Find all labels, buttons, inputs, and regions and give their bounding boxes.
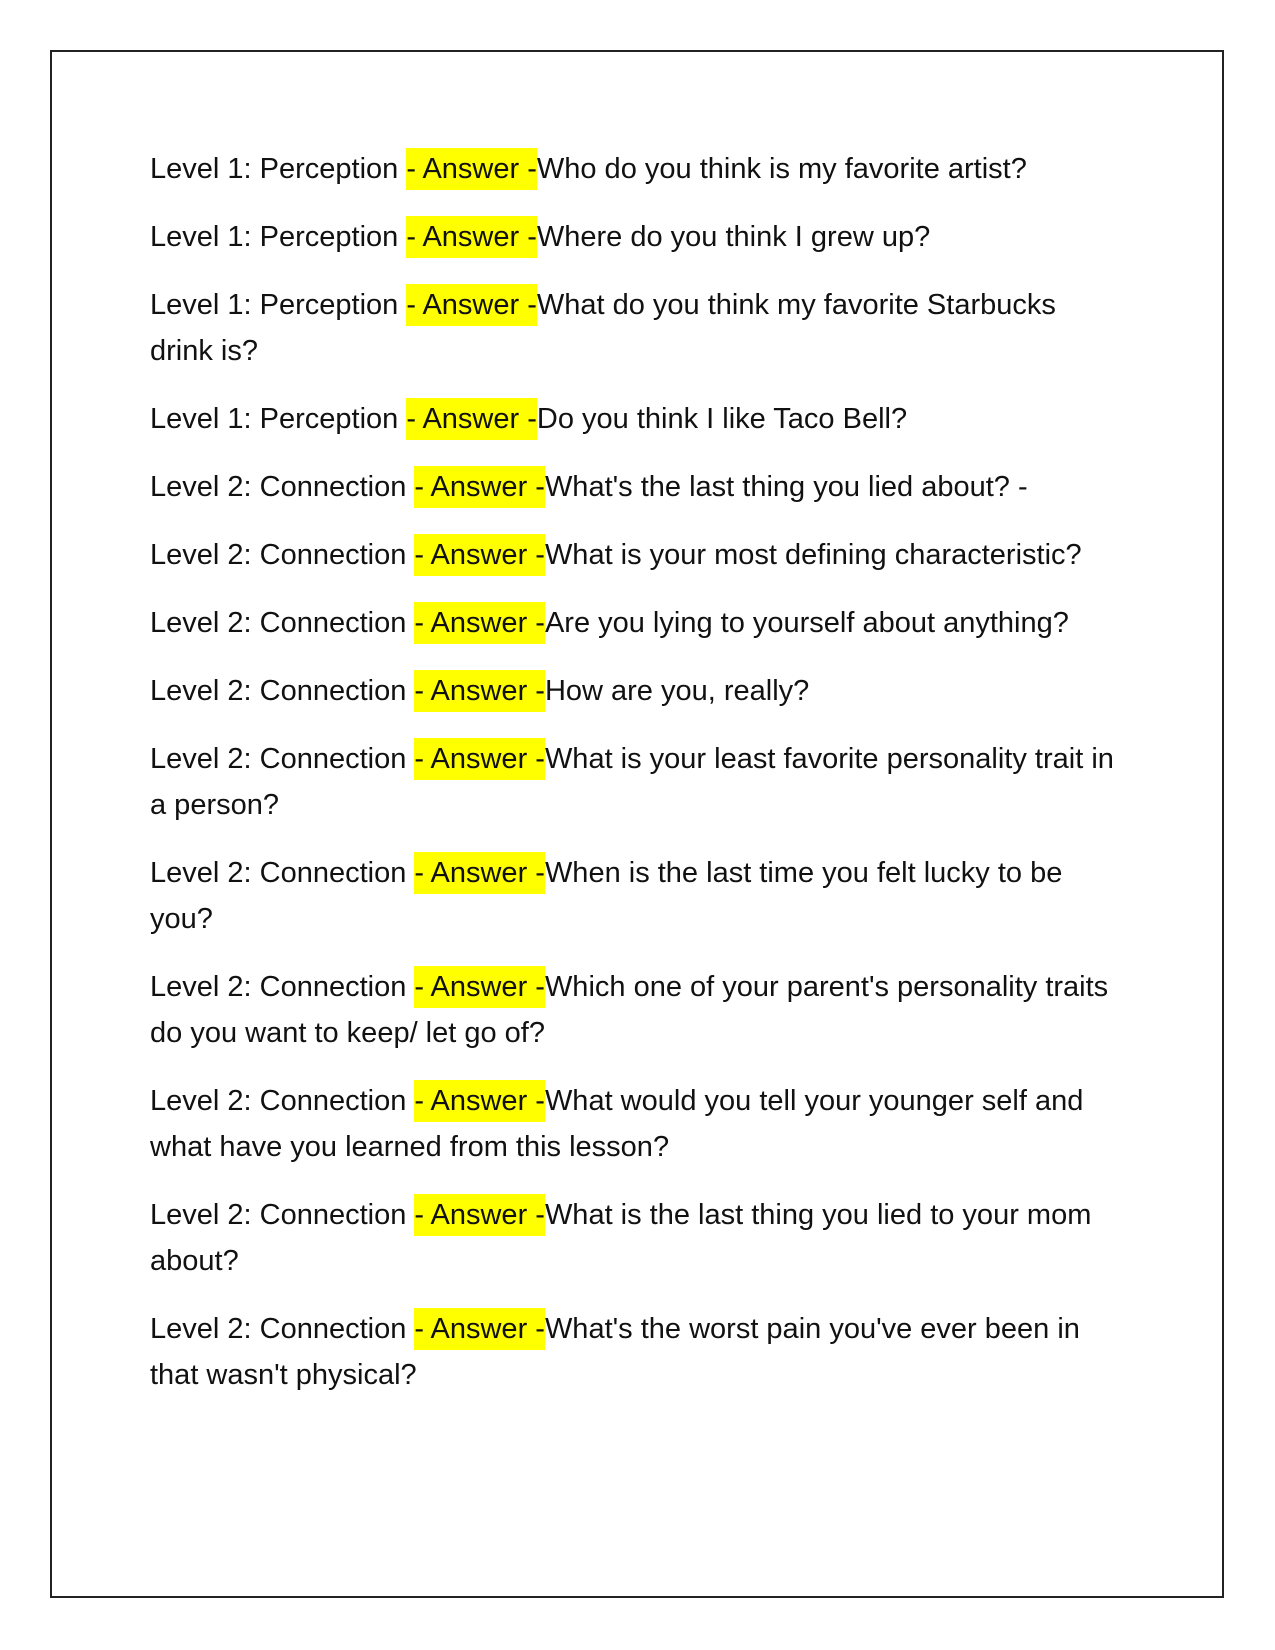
answer-marker: - Answer - [414, 534, 545, 576]
level-label: Level 1: Perception [150, 221, 399, 253]
question-line [150, 396, 1120, 442]
answer-marker: - Answer - [414, 852, 545, 894]
question-line [150, 532, 1120, 578]
question-text: What is the last thing you lied to your mom about? [150, 1199, 1092, 1277]
level-label: Level 2: Connection [150, 675, 407, 707]
question-text: What is your least favorite personality trait in a person? [150, 743, 1114, 821]
answer-marker: - Answer - [414, 738, 545, 780]
level-label: Level 2: Connection [150, 743, 407, 775]
question-text: What's the last thing you lied about? - [544, 471, 1028, 503]
question-line [150, 1078, 1120, 1170]
question-text: Where do you think I grew up? [536, 221, 931, 253]
question-line [150, 1306, 1120, 1398]
question-line [150, 1192, 1120, 1284]
question-line [150, 736, 1120, 828]
level-label: Level 2: Connection [150, 471, 407, 503]
answer-marker: - Answer - [406, 284, 537, 326]
level-label: Level 2: Connection [150, 1313, 407, 1345]
question-line [150, 600, 1120, 646]
level-label: Level 1: Perception [150, 403, 399, 435]
question-text: What would you tell your younger self and what have you learned from this lesson? [150, 1085, 1084, 1163]
question-line [150, 214, 1120, 260]
answer-marker: - Answer - [414, 466, 545, 508]
answer-marker: - Answer - [414, 602, 545, 644]
question-text: When is the last time you felt lucky to be you? [150, 857, 1063, 935]
answer-marker: - Answer - [414, 670, 545, 712]
answer-marker: - Answer - [406, 148, 537, 190]
question-line [150, 850, 1120, 942]
level-label: Level 2: Connection [150, 857, 407, 889]
question-text: Which one of your parent's personality traits do you want to keep/ let go of? [150, 971, 1109, 1049]
question-text: Who do you think is my favorite artist? [536, 153, 1027, 185]
question-text: How are you, really? [544, 675, 810, 707]
answer-marker: - Answer - [414, 966, 545, 1008]
answer-marker: - Answer - [406, 216, 537, 258]
question-text: What do you think my favorite Starbucks drink is? [150, 289, 1056, 367]
answer-marker: - Answer - [414, 1308, 545, 1350]
level-label: Level 2: Connection [150, 971, 407, 1003]
answer-marker: - Answer - [406, 398, 537, 440]
question-text: Are you lying to yourself about anything? [544, 607, 1069, 639]
question-line [150, 146, 1120, 192]
question-line [150, 464, 1120, 510]
level-label: Level 1: Perception [150, 153, 399, 185]
level-label: Level 2: Connection [150, 539, 407, 571]
answer-marker: - Answer - [414, 1194, 545, 1236]
question-line [150, 668, 1120, 714]
level-label: Level 2: Connection [150, 1199, 407, 1231]
question-text: Do you think I like Taco Bell? [536, 403, 908, 435]
level-label: Level 2: Connection [150, 607, 407, 639]
document-body [150, 146, 1120, 1420]
answer-marker: - Answer - [414, 1080, 545, 1122]
level-label: Level 1: Perception [150, 289, 399, 321]
question-line [150, 282, 1120, 374]
question-text: What's the worst pain you've ever been in that wasn't physical? [150, 1313, 1080, 1391]
question-text: What is your most defining characteristic? [544, 539, 1082, 571]
level-label: Level 2: Connection [150, 1085, 407, 1117]
question-line [150, 964, 1120, 1056]
